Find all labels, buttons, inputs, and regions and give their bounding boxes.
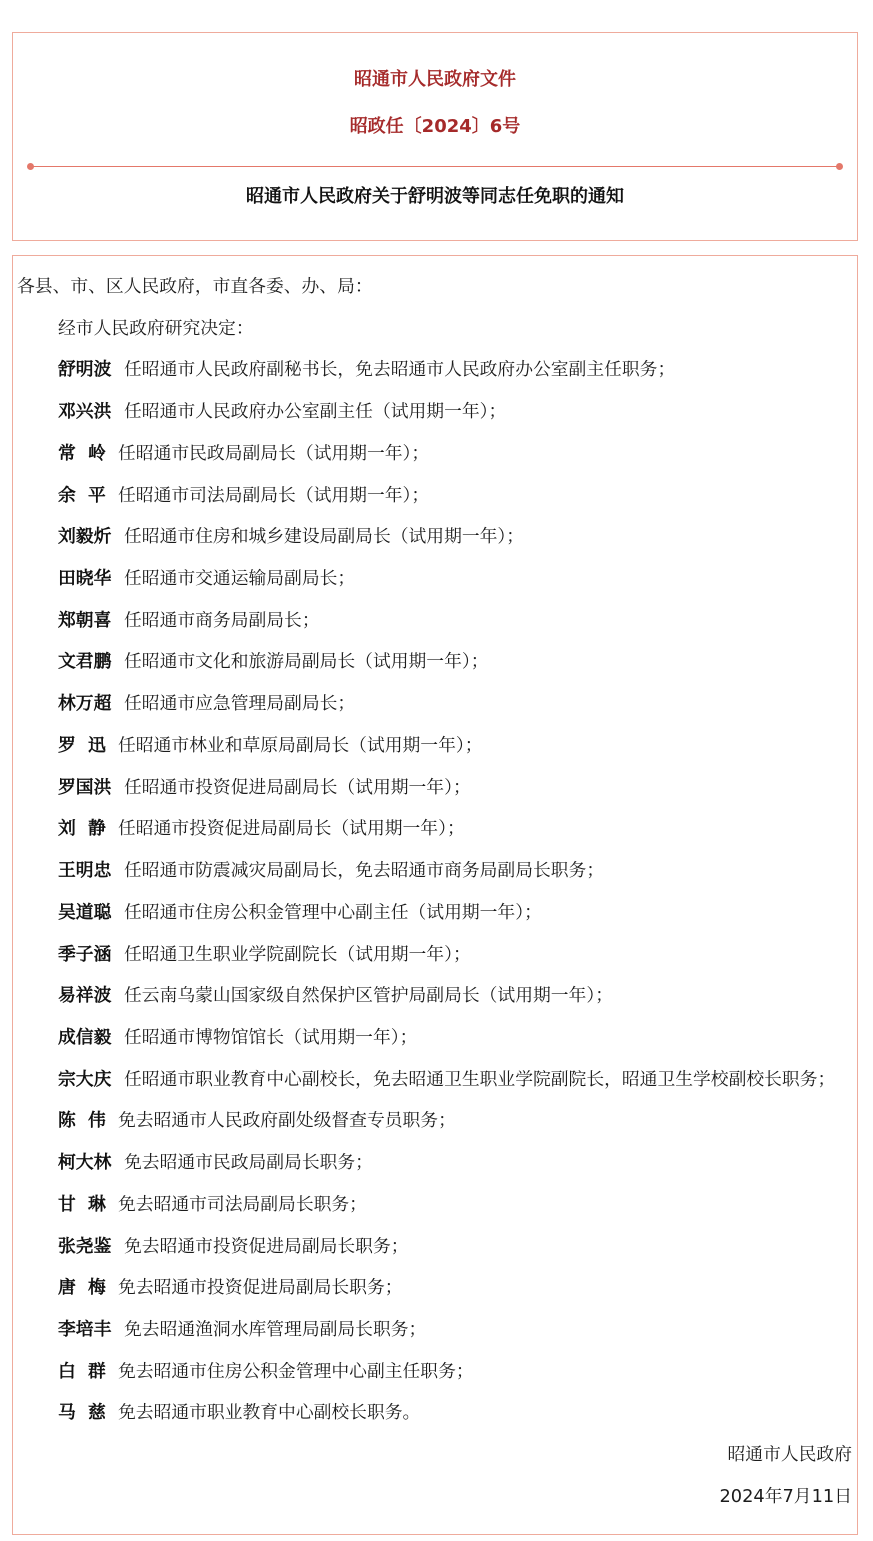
- appointment-entry: [17, 808, 852, 850]
- entry-text: 免去昭通市投资促进局副局长职务；: [124, 1235, 409, 1257]
- document-header: [12, 32, 858, 241]
- entry-text: 任昭通市职业教育中心副校长，免去昭通卫生职业学院副院长，昭通卫生学校副校长职务；: [124, 1068, 836, 1090]
- appointment-entry: [17, 767, 852, 809]
- issue-date: 2024年7月11日: [719, 1485, 852, 1507]
- entry-text: 任昭通市博物馆馆长（试用期一年）；: [124, 1026, 418, 1048]
- entry-text: 免去昭通市投资促进局副局长职务；: [118, 1277, 403, 1299]
- entry-name: 柯大林: [58, 1152, 112, 1174]
- entry-name: 郑朝喜: [58, 609, 112, 631]
- entry-text: 任昭通市住房公积金管理中心副主任（试用期一年）；: [124, 901, 542, 923]
- entry-name: 邓兴洪: [58, 401, 112, 423]
- entry-text: 任昭通市住房和城乡建设局副局长（试用期一年）；: [124, 526, 525, 548]
- entry-name: 林万超: [58, 693, 112, 715]
- entry-name: 罗 迅: [58, 734, 106, 756]
- entry-text: 任昭通市商务局副局长；: [124, 609, 320, 631]
- intro-line: 经市人民政府研究决定：: [58, 317, 254, 339]
- appointment-entry: [17, 391, 852, 433]
- entry-name: 吴道聪: [58, 901, 112, 923]
- entry-name: 文君鹏: [58, 651, 112, 673]
- appointment-entry: [17, 725, 852, 767]
- appointment-entry: [17, 600, 852, 642]
- entry-name: 余 平: [58, 484, 106, 506]
- entry-text: 任昭通市林业和草原局副局长（试用期一年）；: [118, 734, 483, 756]
- appointment-entry: [17, 641, 852, 683]
- entry-text: 任昭通卫生职业学院副院长（试用期一年）；: [124, 943, 471, 965]
- entry-text: 任昭通市防震减灾局副局长，免去昭通市商务局副局长职务；: [124, 860, 605, 882]
- entry-text: 免去昭通市司法局副局长职务；: [118, 1193, 367, 1215]
- divider-dot-right: [836, 163, 843, 170]
- entry-name: 白 群: [58, 1360, 106, 1382]
- entry-text: 任昭通市文化和旅游局副局长（试用期一年）；: [124, 651, 489, 673]
- entry-name: 季子涵: [58, 943, 112, 965]
- entry-text: 免去昭通市职业教育中心副校长职务。: [118, 1402, 421, 1424]
- dismissal-entry: [17, 1184, 852, 1226]
- appointment-entry: [17, 892, 852, 934]
- doc-number: 昭政任〔2024〕6号: [349, 116, 521, 137]
- entry-text: 任昭通市应急管理局副局长；: [124, 693, 356, 715]
- entry-text: 免去昭通渔洞水库管理局副局长职务；: [124, 1318, 427, 1340]
- entry-name: 舒明波: [58, 359, 112, 381]
- appointment-entry: [17, 558, 852, 600]
- entry-text: 任昭通市交通运输局副局长；: [124, 568, 356, 590]
- entry-name: 张尧鉴: [58, 1235, 112, 1257]
- header-divider: [30, 166, 840, 167]
- dismissal-entry: [17, 1392, 852, 1434]
- entry-name: 易祥波: [58, 985, 112, 1007]
- entry-text: 免去昭通市民政局副局长职务；: [124, 1152, 373, 1174]
- entry-text: 免去昭通市住房公积金管理中心副主任职务；: [118, 1360, 474, 1382]
- appointment-entry: [17, 1017, 852, 1059]
- appointment-entry: [17, 683, 852, 725]
- dismissal-entry: [17, 1267, 852, 1309]
- entry-text: 任昭通市人民政府副秘书长，免去昭通市人民政府办公室副主任职务；: [124, 359, 676, 381]
- entry-text: 任昭通市司法局副局长（试用期一年）；: [118, 484, 430, 506]
- entry-text: 任昭通市民政局副局长（试用期一年）；: [118, 442, 430, 464]
- appointment-entry: [17, 475, 852, 517]
- notice-title: 昭通市人民政府关于舒明波等同志任免职的通知: [246, 186, 624, 207]
- appointment-entry: [17, 934, 852, 976]
- dismissal-entry: [17, 1142, 852, 1184]
- entry-name: 刘 静: [58, 818, 106, 840]
- entry-name: 田晓华: [58, 568, 112, 590]
- entry-name: 罗国洪: [58, 776, 112, 798]
- appointment-entry: [17, 349, 852, 391]
- entry-name: 常 岭: [58, 442, 106, 464]
- entry-name: 陈 伟: [58, 1110, 106, 1132]
- entry-text: 任昭通市人民政府办公室副主任（试用期一年）；: [124, 401, 507, 423]
- appointment-entry: [17, 975, 852, 1017]
- salutation: 各县、市、区人民政府，市直各委、办、局：: [17, 276, 373, 297]
- entry-name: 李培丰: [58, 1318, 112, 1340]
- dismissal-entry: [17, 1351, 852, 1393]
- dismissal-entry: [17, 1100, 852, 1142]
- entry-name: 宗大庆: [58, 1068, 112, 1090]
- entry-text: 任昭通市投资促进局副局长（试用期一年）；: [124, 776, 471, 798]
- appointment-entry: [17, 850, 852, 892]
- document-body: [12, 255, 858, 1535]
- doc-type-title: 昭通市人民政府文件: [354, 69, 516, 90]
- appointment-entry: [17, 433, 852, 475]
- dismissal-entry: [17, 1226, 852, 1268]
- entry-name: 马 慈: [58, 1402, 106, 1424]
- appointment-entry: [17, 1059, 852, 1101]
- entry-text: 任昭通市投资促进局副局长（试用期一年）；: [118, 818, 465, 840]
- entry-name: 刘毅炘: [58, 526, 112, 548]
- entry-text: 任云南乌蒙山国家级自然保护区管护局副局长（试用期一年）；: [124, 985, 613, 1007]
- dismissal-entry: [17, 1309, 852, 1351]
- entry-name: 成信毅: [58, 1026, 112, 1048]
- appointment-entry: [17, 516, 852, 558]
- entry-text: 免去昭通市人民政府副处级督查专员职务；: [118, 1110, 456, 1132]
- entry-name: 甘 琳: [58, 1193, 106, 1215]
- divider-dot-left: [27, 163, 34, 170]
- issuer-signature: 昭通市人民政府: [727, 1444, 852, 1466]
- entry-name: 王明忠: [58, 860, 112, 882]
- entry-name: 唐 梅: [58, 1277, 106, 1299]
